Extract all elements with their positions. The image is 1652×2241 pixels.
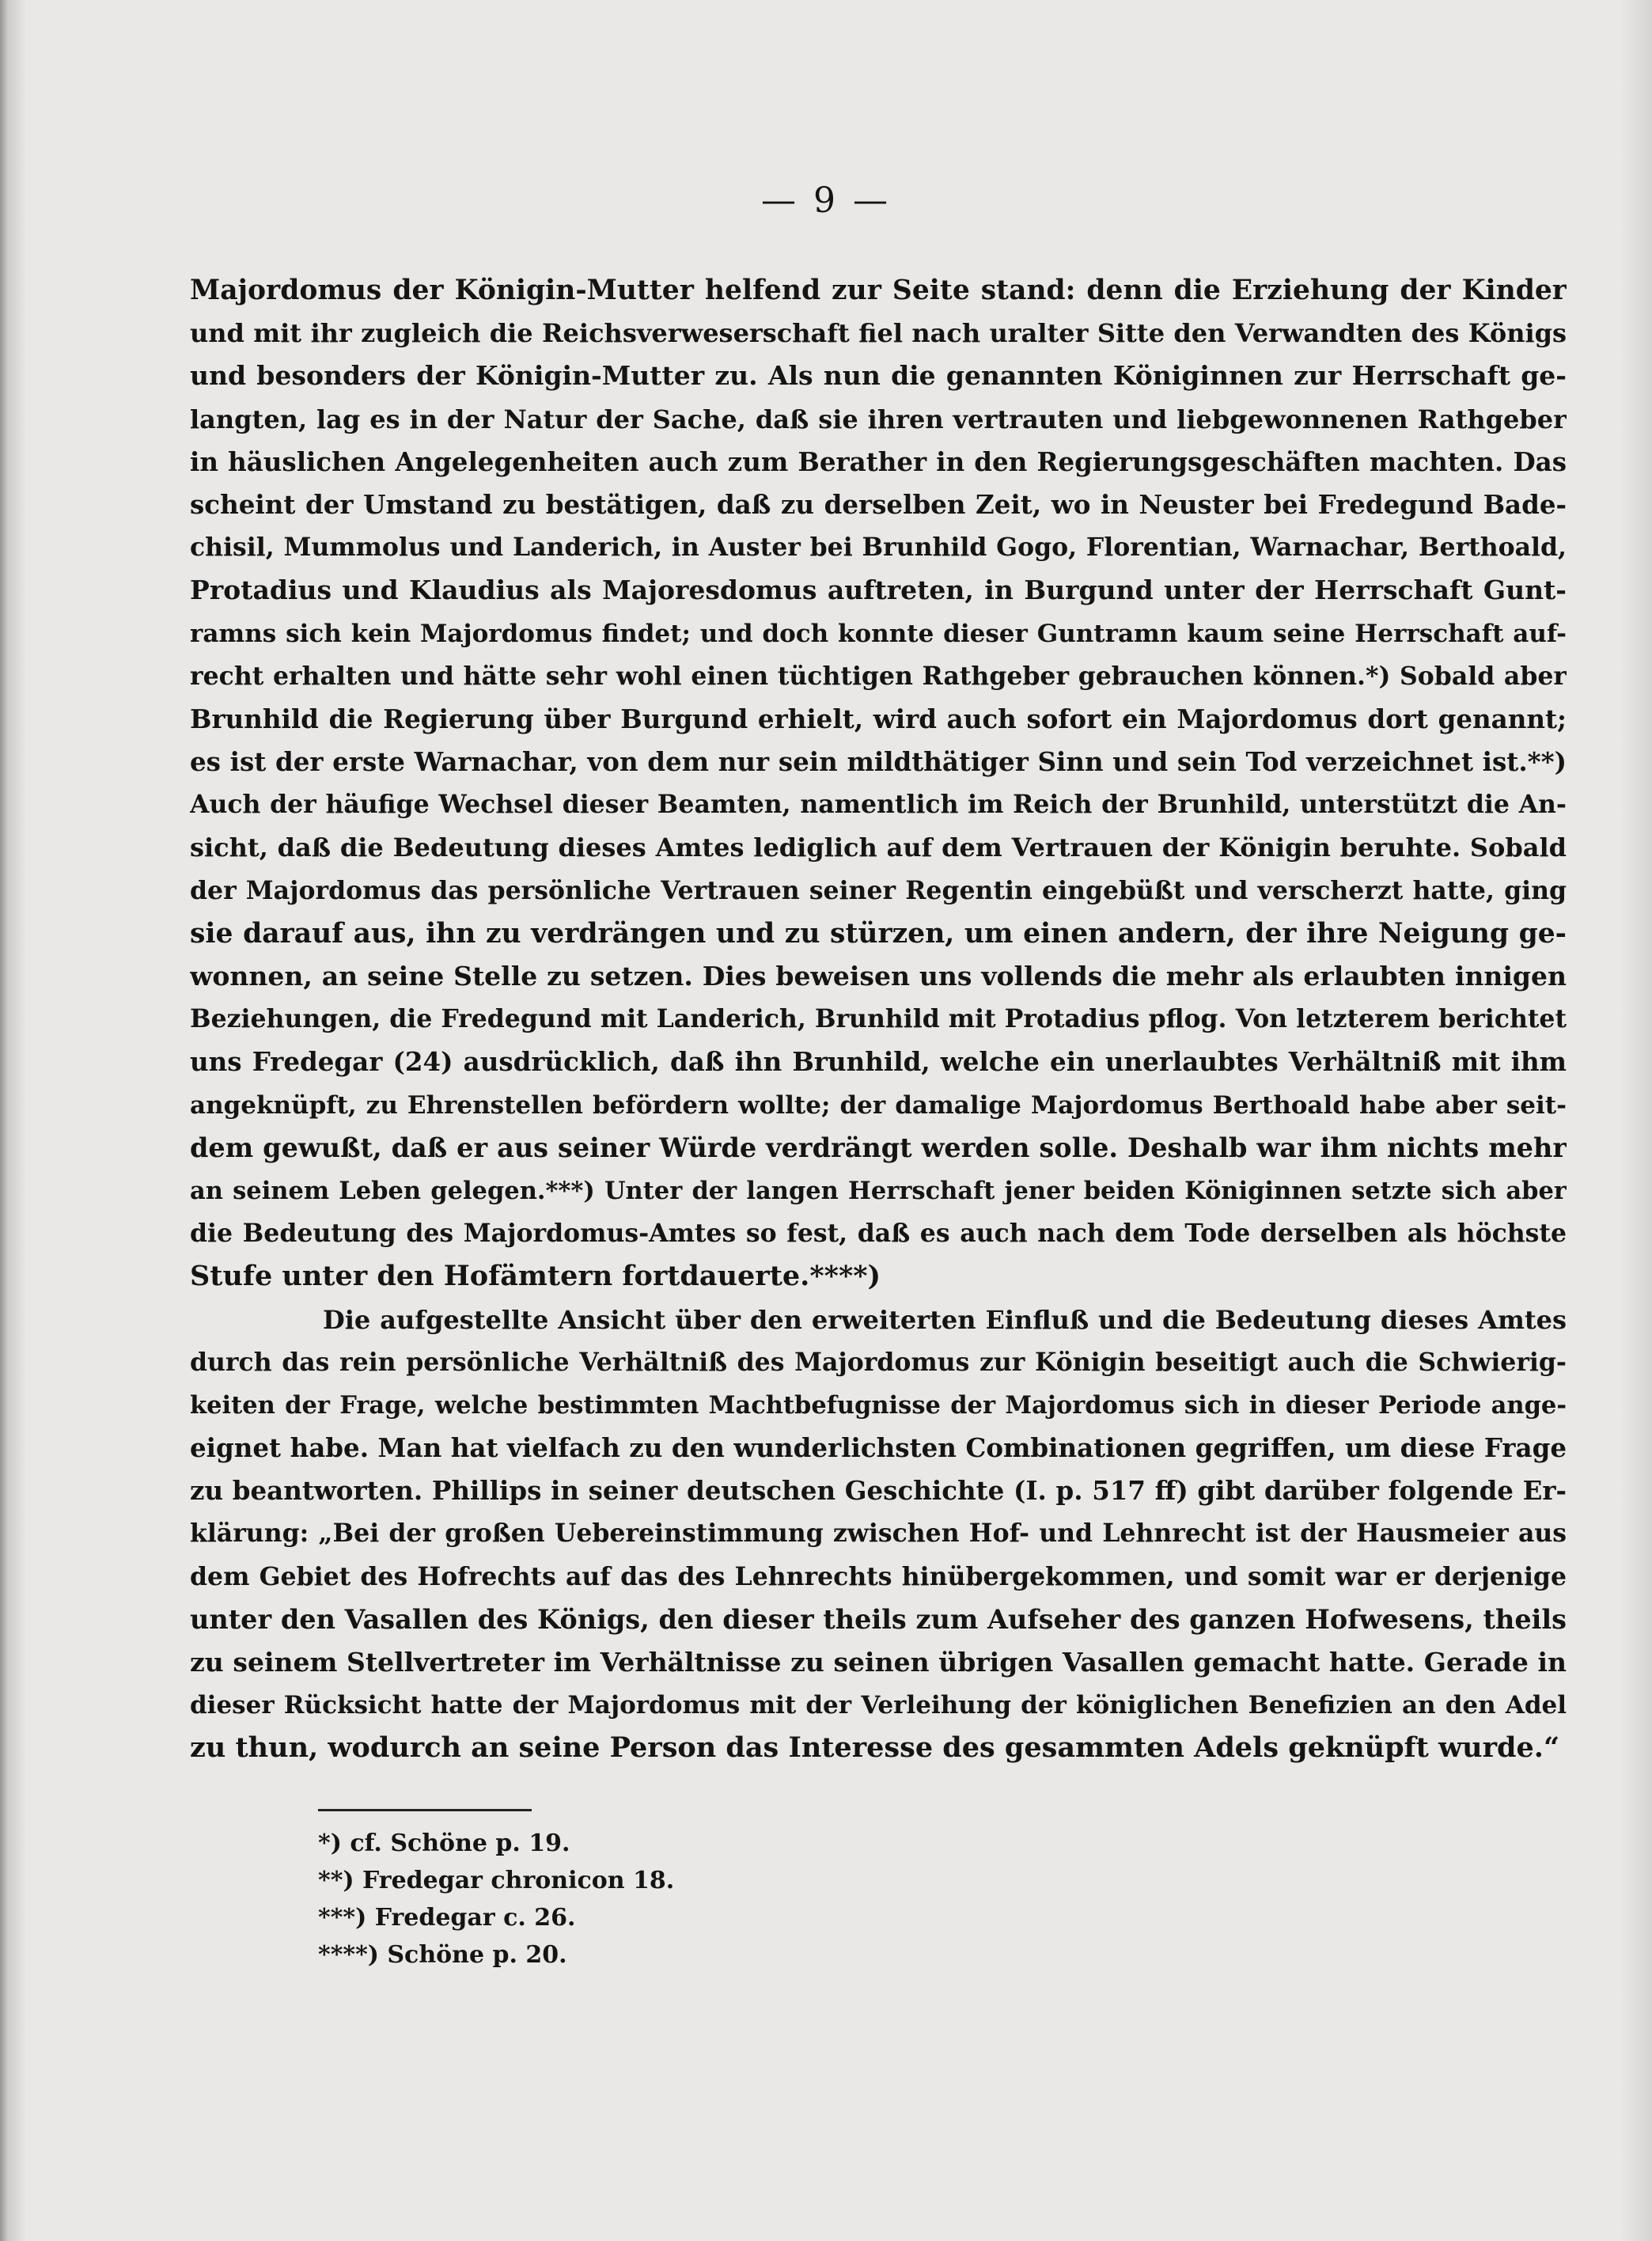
footnote: ****) Schöne p. 20. <box>318 1941 567 1969</box>
text-line: sicht, daß die Bedeutung dieses Amtes lediglich auf dem Vertrauen der Königin beruhte. Sobald <box>190 832 1567 863</box>
text-line: in häuslichen Angelegenheiten auch zum Berather in den Regierungsgeschäften machten. Das <box>190 446 1567 477</box>
text-line: keiten der Frage, welche bestimmten Machtbefugnisse der Majordomus sich in dieser Periode ange- <box>190 1390 1567 1420</box>
text-line: Beziehungen, die Fredegund mit Landerich, Brunhild mit Protadius pflog. Von letzterem berichtet <box>190 1004 1567 1034</box>
text-line: an seinem Leben gelegen.***) Unter der langen Herrschaft jener beiden Königinnen setzte sich aber <box>190 1176 1567 1205</box>
text-line: der Majordomus das persönliche Vertrauen seiner Regentin eingebüßt und verscherzt hatte, ging <box>190 875 1567 905</box>
text-line: angeknüpft, zu Ehrenstellen befördern wollte; der damalige Majordomus Berthoald habe aber seit- <box>190 1090 1567 1120</box>
text-line: Brunhild die Regierung über Burgund erhielt, wird auch sofort ein Majordomus dort genannt; <box>190 703 1567 734</box>
footnote: **) Fredegar chronicon 18. <box>318 1867 675 1894</box>
text-line: klärung: „Bei der großen Uebereinstimmung zwischen Hof- und Lehnrecht ist der Hausmeier aus <box>190 1519 1567 1549</box>
text-line: recht erhalten und hätte sehr wohl einen tüchtigen Rathgeber gebrauchen können.*) Sobald aber <box>190 661 1567 691</box>
text-line: ramns sich kein Majordomus findet; und doch konnte dieser Guntramn kaum seine Herrschaft auf- <box>190 619 1567 648</box>
text-line: scheint der Umstand zu bestätigen, daß zu derselben Zeit, wo in Neuster bei Fredegund Bade- <box>190 488 1567 520</box>
text-line: und besonders der Königin-Mutter zu. Als nun die genannten Königinnen zur Herrschaft ge- <box>190 360 1567 392</box>
text-line: Auch der häufige Wechsel dieser Beamten, namentlich im Reich der Brunhild, unterstützt die An- <box>190 790 1567 820</box>
text-line: Protadius und Klaudius als Majoresdomus auftreten, in Burgund unter der Herrschaft Gunt- <box>190 574 1567 606</box>
text-line: zu thun, wodurch an seine Person das Interesse des gesammten Adels geknüpft wurde.“ <box>190 1731 1560 1765</box>
main-text <box>190 269 1567 1770</box>
text-line: langten, lag es in der Natur der Sache, daß sie ihren vertrauten und liebgewonnenen Rathgeber <box>190 404 1567 434</box>
footnote: ***) Fredegar c. 26. <box>318 1904 576 1932</box>
paragraph-start-line: Die aufgestellte Ansicht über den erweiterten Einfluß und die Bedeutung dieses Amtes <box>323 1304 1567 1335</box>
text-line: zu seinem Stellvertreter im Verhältnisse zu seinen übrigen Vasallen gemacht hatte. Gerade in <box>190 1647 1567 1678</box>
text-line: dieser Rücksicht hatte der Majordomus mit der Verleihung der königlichen Benefizien an den Adel <box>190 1691 1567 1720</box>
text-line: unter den Vasallen des Königs, den dieser theils zum Aufseher des ganzen Hofwesens, theils <box>190 1603 1567 1635</box>
text-line: und mit ihr zugleich die Reichsverweserschaft fiel nach uralter Sitte den Verwandten des Königs <box>190 318 1567 349</box>
footnote-divider <box>318 1809 532 1811</box>
text-line: eignet habe. Man hat vielfach zu den wunderlichsten Combinationen gegriffen, um diese Frage <box>190 1432 1567 1464</box>
text-line: Majordomus der Königin-Mutter helfend zur Seite stand: denn die Erziehung der Kinder <box>190 275 1567 306</box>
text-line: Stufe unter den Hofämtern fortdauerte.****) <box>190 1260 881 1293</box>
text-line: durch das rein persönliche Verhältniß des Majordomus zur Königin beseitigt auch die Schwierig- <box>190 1347 1567 1377</box>
footnote: *) cf. Schöne p. 19. <box>318 1830 570 1857</box>
page-number: — 9 — <box>761 180 891 221</box>
text-line: dem Gebiet des Hofrechts auf das des Lehnrechts hinübergekommen, und somit war er derjenige <box>190 1561 1567 1591</box>
text-line: wonnen, an seine Stelle zu setzen. Dies beweisen uns vollends die mehr als erlaubten innigen <box>190 961 1567 992</box>
text-line: die Bedeutung des Majordomus-Amtes so fest, daß es auch nach dem Tode derselben als höchste <box>190 1219 1567 1249</box>
text-line: uns Fredegar (24) ausdrücklich, daß ihn Brunhild, welche ein unerlaubtes Verhältniß mit ihm <box>190 1046 1567 1078</box>
text-line: sie darauf aus, ihn zu verdrängen und zu stürzen, um einen andern, der ihre Neigung ge- <box>190 917 1567 950</box>
text-line: es ist der erste Warnachar, von dem nur sein mildthätiger Sinn und sein Tod verzeichnet ist.**) <box>190 746 1567 778</box>
text-line: dem gewußt, daß er aus seiner Würde verdrängt werden solle. Deshalb war ihm nichts mehr <box>190 1132 1567 1163</box>
text-line: chisil, Mummolus und Landerich, in Auster bei Brunhild Gogo, Florentian, Warnachar, Berthoald, <box>190 533 1567 563</box>
text-line: zu beantworten. Phillips in seiner deutschen Geschichte (I. p. 517 ff) gibt darüber folgende Er- <box>190 1475 1567 1507</box>
footnotes <box>318 1825 1267 1974</box>
